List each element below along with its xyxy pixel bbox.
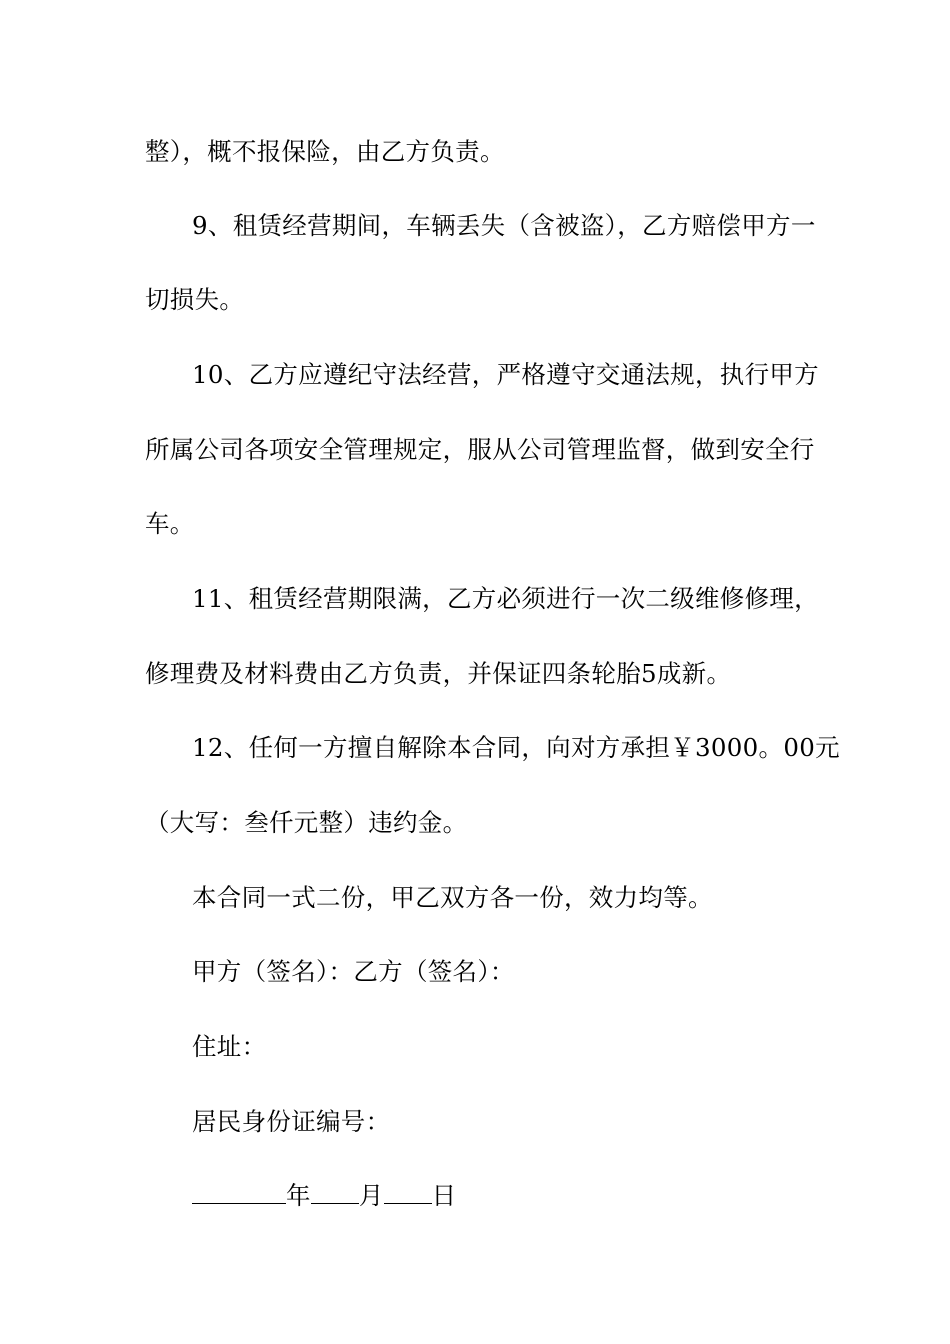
year-label: 年 xyxy=(286,1181,311,1210)
day-label: 日 xyxy=(431,1181,457,1210)
clause-10-line-2: 所属公司各项安全管理规定，服从公司管理监督，做到安全行 xyxy=(145,435,815,464)
month-blank xyxy=(311,1181,359,1204)
address-line: 住址： xyxy=(192,1032,267,1061)
copies-statement: 本合同一式二份，甲乙双方各一份，效力均等。 xyxy=(192,883,713,912)
signature-line: 甲方（签名）：乙方（签名）： xyxy=(192,957,515,986)
clause-10-line-3: 车。 xyxy=(145,509,195,538)
clause-11-line-2: 修理费及材料费由乙方负责，并保证四条轮胎5成新。 xyxy=(145,659,732,688)
month-label: 月 xyxy=(358,1181,384,1210)
day-blank xyxy=(384,1181,432,1204)
clause-10-line-1: 10、乙方应遵纪守法经营，严格遵守交通法规，执行甲方 xyxy=(192,360,819,389)
clause-12-line-2: （大写：叁仟元整）违约金。 xyxy=(145,808,468,837)
date-line xyxy=(192,1181,456,1211)
id-number-line: 居民身份证编号： xyxy=(192,1107,391,1136)
year-blank xyxy=(192,1181,286,1204)
clause-11-line-1: 11、租赁经营期限满，乙方必须进行一次二级维修修理， xyxy=(192,584,819,613)
paragraph-line: 整），概不报保险，由乙方负责。 xyxy=(145,137,505,166)
clause-12-line-1: 12、任何一方擅自解除本合同，向对方承担￥3000。00元 xyxy=(192,733,840,762)
clause-9-line-1: 9、租赁经营期间，车辆丢失（含被盗），乙方赔偿甲方一 xyxy=(192,211,816,240)
clause-9-line-2: 切损失。 xyxy=(145,285,245,314)
